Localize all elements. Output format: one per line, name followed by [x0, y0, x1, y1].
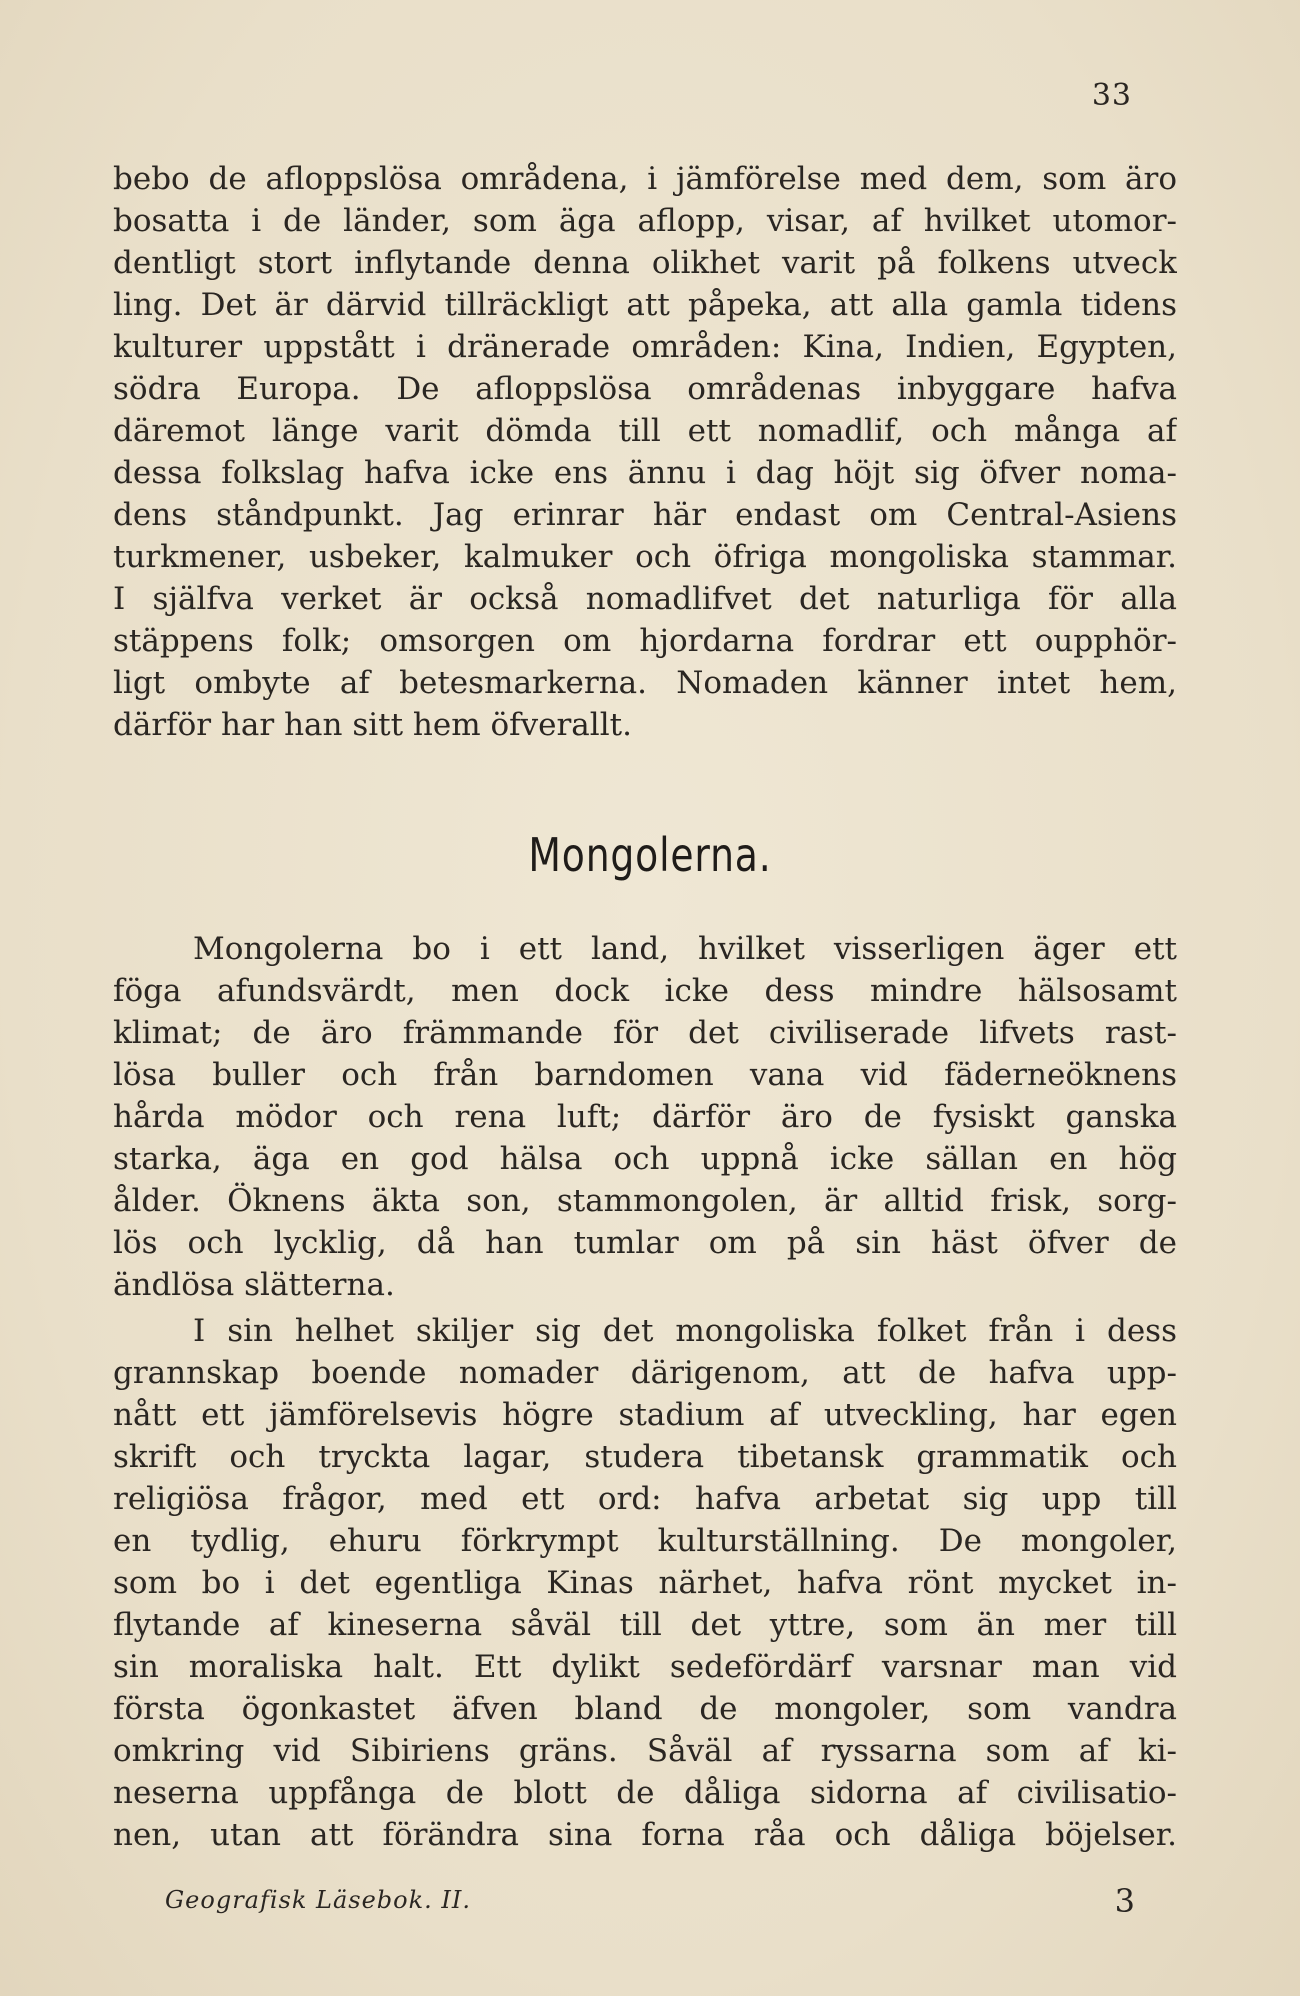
paragraph-1 — [113, 158, 1177, 746]
text-line: dessa folkslag hafva icke ens ännu i dag höjt sig öfver noma- — [113, 455, 1177, 491]
text-line: neserna uppfånga de blott de dåliga sidorna af civilisatio- — [113, 1775, 1177, 1811]
text-line: I sin helhet skiljer sig det mongoliska folket från i dess — [193, 1313, 1177, 1349]
text-line: sin moraliska halt. Ett dylikt sedefördärf varsnar man vid — [113, 1649, 1177, 1685]
paragraph-3 — [113, 1310, 1177, 1856]
text-line: omkring vid Sibiriens gräns. Såväl af ryssarna som af ki- — [113, 1733, 1177, 1769]
text-line: ålder. Öknens äkta son, stammongolen, är alltid frisk, sorg- — [113, 1183, 1177, 1219]
text-line: dentligt stort inflytande denna olikhet varit på folkens utveck — [113, 245, 1177, 281]
page-number: 33 — [1091, 78, 1132, 113]
text-line: ling. Det är därvid tillräckligt att påpeka, att alla gamla tidens — [113, 287, 1177, 323]
text-line: I själfva verket är också nomadlifvet det naturliga för alla — [113, 581, 1177, 617]
text-line: kulturer uppstått i dränerade områden: Kina, Indien, Egypten, — [113, 329, 1177, 365]
text-line: bebo de afloppslösa områdena, i jämförelse med dem, som äro — [113, 161, 1177, 197]
text-line: stäppens folk; omsorgen om hjordarna fordrar ett oupphör- — [113, 623, 1177, 659]
section-heading: Mongolerna. — [528, 828, 772, 882]
text-line: bosatta i de länder, som äga aflopp, visar, af hvilket utomor- — [113, 203, 1177, 239]
footer-signature-number: 3 — [1114, 1882, 1135, 1920]
footer-book-title: Geografisk Läsebok. II. — [165, 1886, 471, 1914]
text-line: föga afundsvärdt, men dock icke dess mindre hälsosamt — [113, 973, 1177, 1009]
text-line: skrift och tryckta lagar, studera tibetansk grammatik och — [113, 1439, 1177, 1475]
text-line: dens ståndpunkt. Jag erinrar här endast om Central-Asiens — [113, 497, 1177, 533]
text-line: ändlösa slätterna. — [113, 1267, 395, 1303]
text-line: klimat; de äro främmande för det civiliserade lifvets rast- — [113, 1015, 1177, 1051]
text-line: flytande af kineserna såväl till det yttre, som än mer till — [113, 1607, 1177, 1643]
text-line: grannskap boende nomader därigenom, att de hafva upp- — [113, 1355, 1177, 1391]
text-line: ligt ombyte af betesmarkerna. Nomaden känner intet hem, — [113, 665, 1177, 701]
text-line: lös och lycklig, då han tumlar om på sin häst öfver de — [113, 1225, 1177, 1261]
text-line: nen, utan att förändra sina forna råa och dåliga böjelser. — [113, 1817, 1177, 1853]
text-line: södra Europa. De afloppslösa områdenas inbyggare hafva — [113, 371, 1177, 407]
paragraph-2 — [113, 928, 1177, 1306]
text-line: som bo i det egentliga Kinas närhet, hafva rönt mycket in- — [113, 1565, 1177, 1601]
text-line: första ögonkastet äfven bland de mongoler, som vandra — [113, 1691, 1177, 1727]
text-line: Mongolerna bo i ett land, hvilket visserligen äger ett — [193, 931, 1177, 967]
text-line: hårda mödor och rena luft; därför äro de fysiskt ganska — [113, 1099, 1177, 1135]
text-line: nått ett jämförelsevis högre stadium af utveckling, har egen — [113, 1397, 1177, 1433]
text-line: däremot länge varit dömda till ett nomadlif, och många af — [113, 413, 1177, 449]
text-line: en tydlig, ehuru förkrympt kulturställning. De mongoler, — [113, 1523, 1177, 1559]
page-footer — [165, 1876, 1135, 1926]
text-line: starka, äga en god hälsa och uppnå icke sällan en hög — [113, 1141, 1177, 1177]
text-line: religiösa frågor, med ett ord: hafva arbetat sig upp till — [113, 1481, 1177, 1517]
text-line: turkmener, usbeker, kalmuker och öfriga mongoliska stammar. — [113, 539, 1177, 575]
text-line: lösa buller och från barndomen vana vid fäderneöknens — [113, 1057, 1177, 1093]
text-line: därför har han sitt hem öfverallt. — [113, 707, 632, 743]
